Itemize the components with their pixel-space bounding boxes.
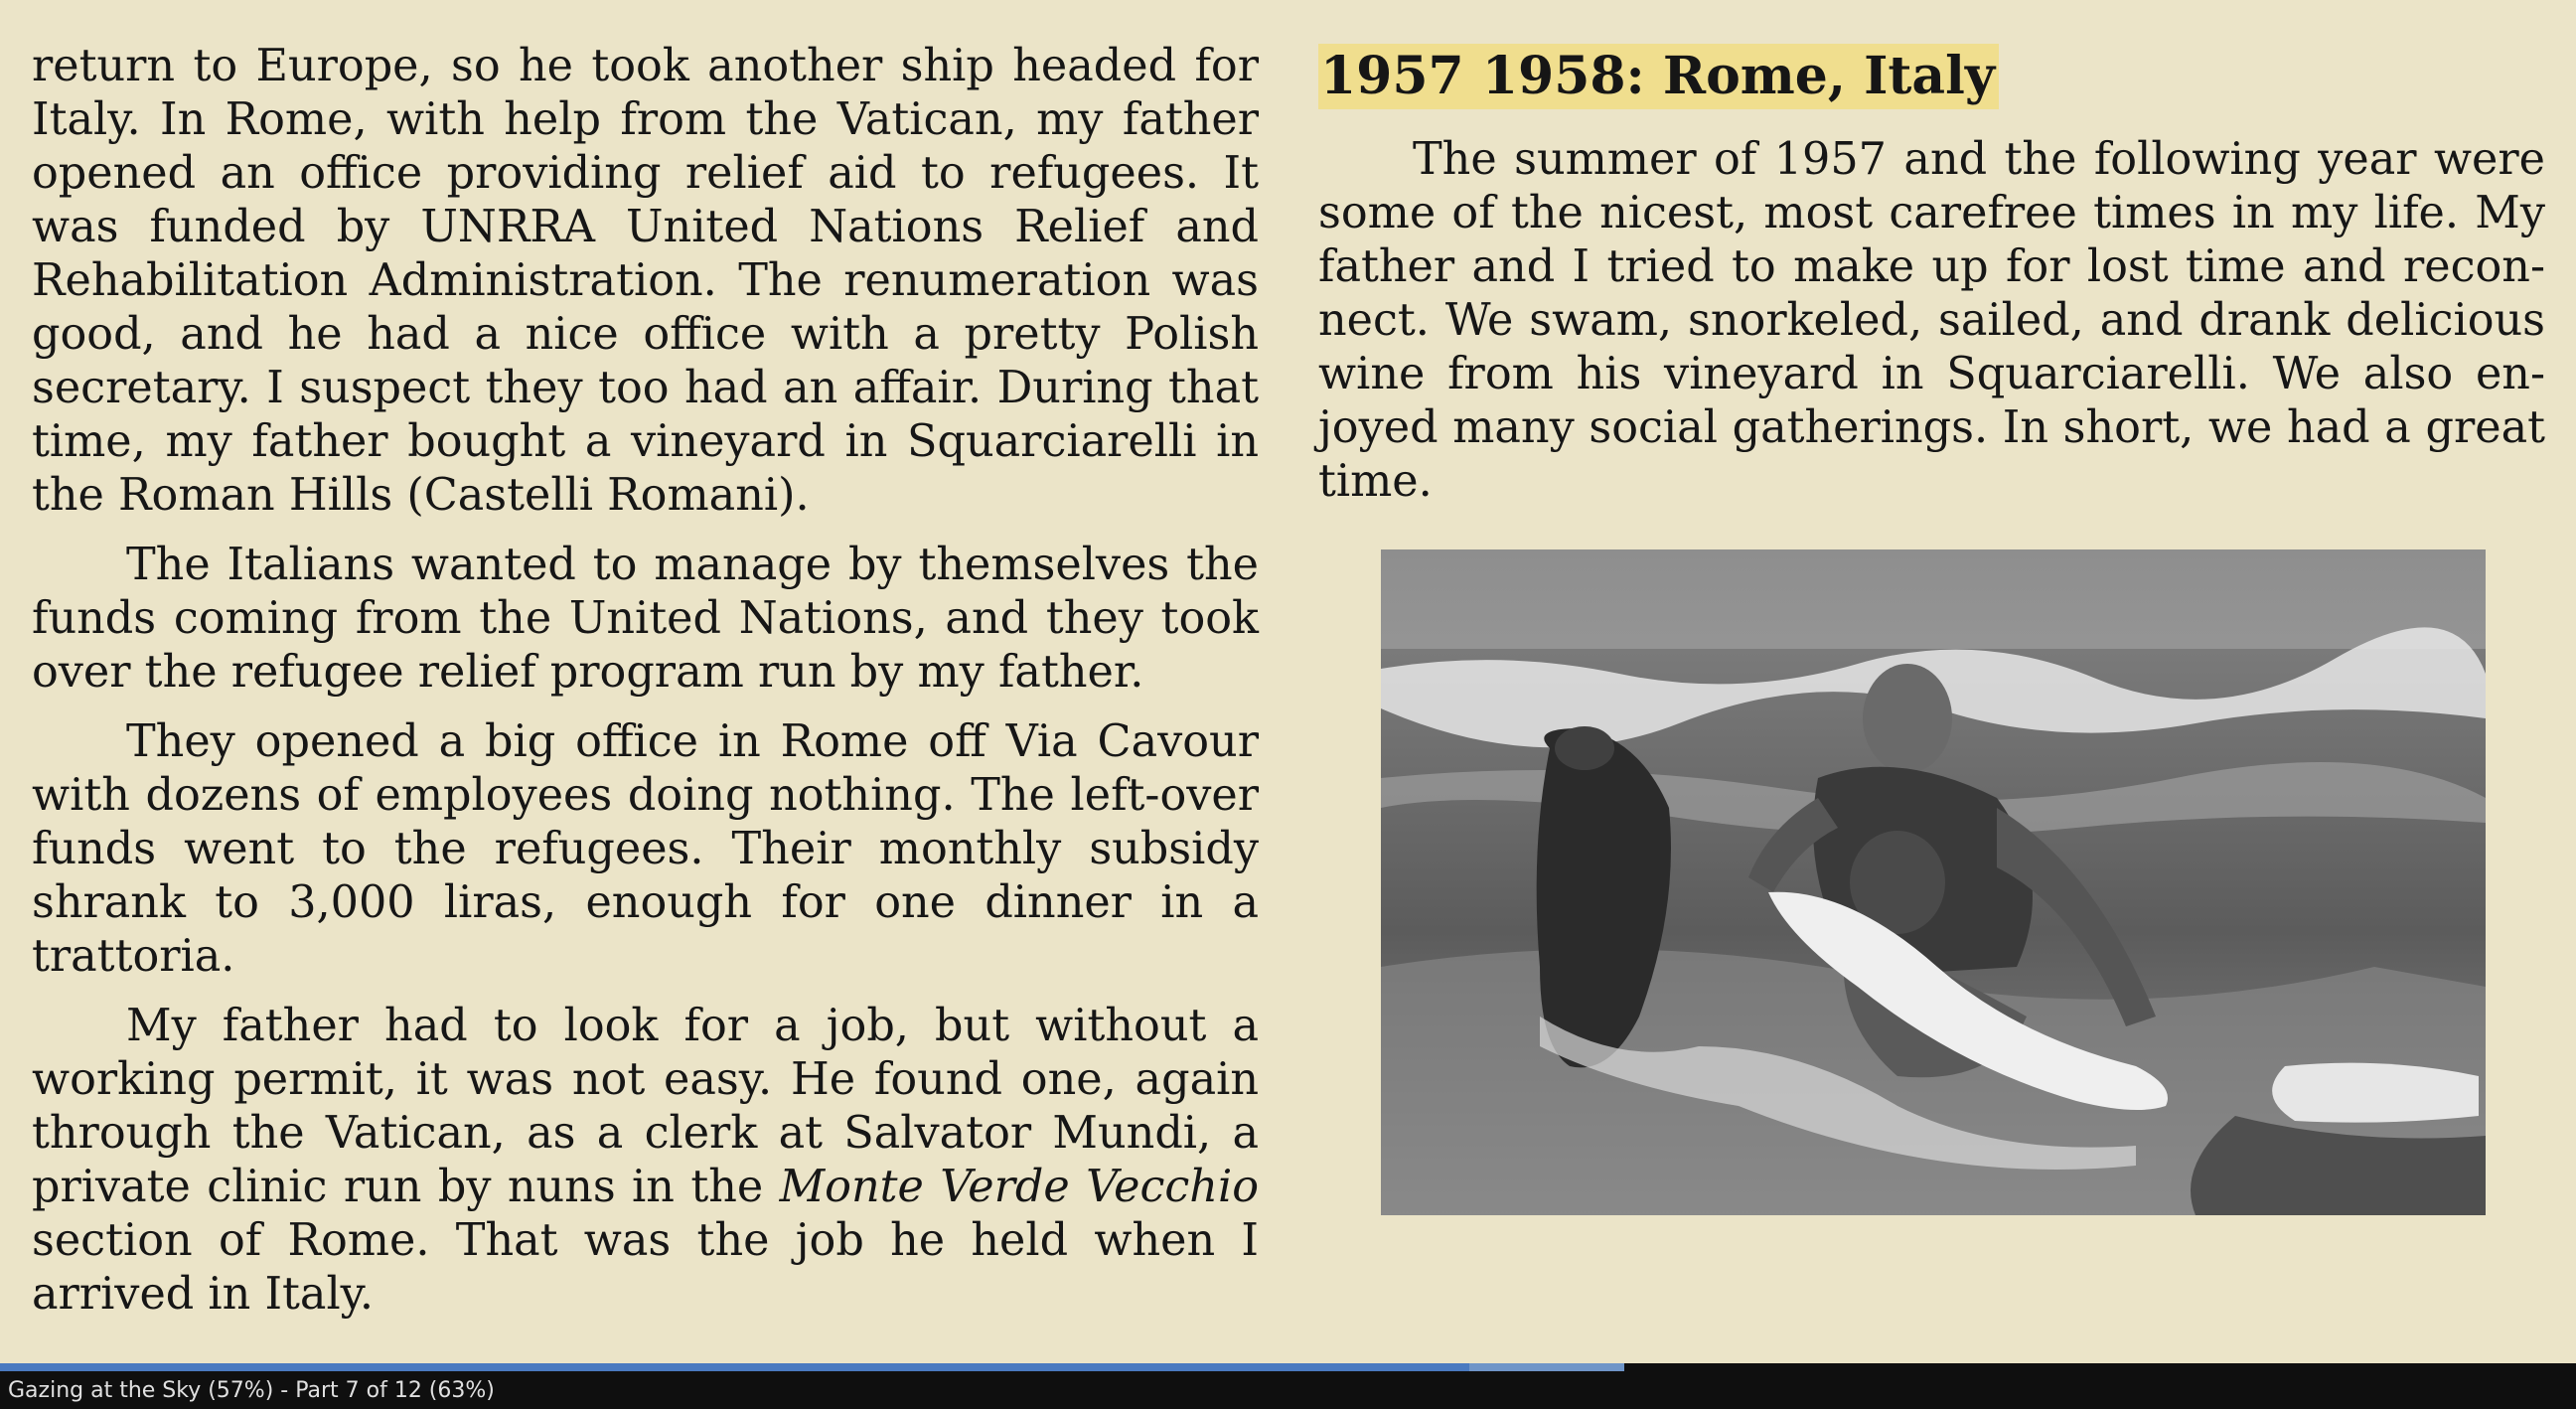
paragraph-1: return to Europe, so he took another ship headed for Italy. In Rome, with help from the Vatican, my father opened an office providing relief aid to refugees. It was funded by UNRRA United Nations Relief and Rehabilitation Administration. The renumeration was good, and he had a nice office with a pretty Polish secretary. I suspect they too had an affair. During that time, my father bought a vineyard in Squarciarelli in the Roman Hills (Castelli Romani). <box>32 41 1259 521</box>
paragraph-4 <box>32 1000 1259 1322</box>
section-heading: 1957 1958: Rome, Italy <box>1318 44 1999 109</box>
paragraph-2: The Italians wanted to manage by themselves the funds coming from the United Nations, and they took over the refugee relief program run by my father. <box>32 540 1259 698</box>
beach-photo <box>1381 549 2486 1215</box>
left-text-column <box>32 40 1259 1337</box>
paragraph-4-text-a: My father had to look for a job, but without a working permit, it was not easy. He found one, again through the Vatican, as a clerk at Salvator Mundi, a private clinic run by nuns in the <box>32 1001 1259 1212</box>
right-text-column <box>1318 44 2545 525</box>
book-progress-bar <box>0 1363 1469 1371</box>
right-paragraph: The summer of 1957 and the following year were some of the nicest, most carefree times in my life. My father and I tried to make up for lost time and reconnect. We swam, snorkeled, sailed, and drank delicious wine from his vineyard in Squarciarelli. We also enjoyed many social gatherings. In short, we had a great time. <box>1318 134 2545 507</box>
paragraph-4-text-b: section of Rome. That was the job he held when I arrived in Italy. <box>32 1215 1259 1320</box>
status-text: Gazing at the Sky (57%) - Part 7 of 12 (63%) <box>8 1378 495 1403</box>
place-name-italic: Monte Verde Vecchio <box>779 1162 1259 1212</box>
paragraph-3: They opened a big office in Rome off Via Cavour with dozens of employees doing nothing. The left-over funds went to the refugees. Their monthly subsidy shrank to 3,000 liras, enough for one dinner in a trattoria. <box>32 716 1259 982</box>
